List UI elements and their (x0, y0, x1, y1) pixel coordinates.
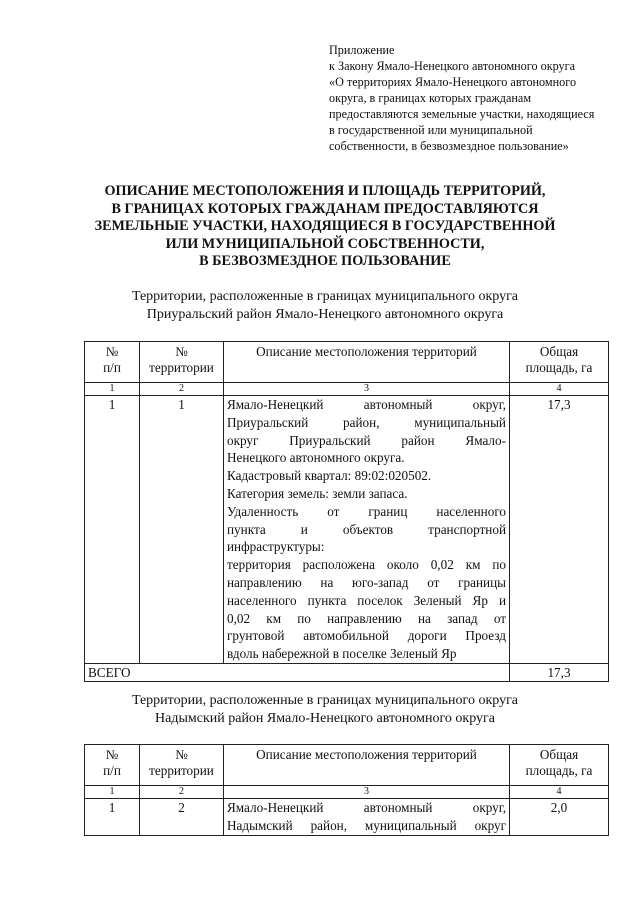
header-text: № (105, 747, 119, 762)
section-heading-line: Приуральский район Ямало-Ненецкого автономного округа (146, 307, 504, 322)
header-cell-description (224, 342, 510, 383)
header-text: Общая (539, 747, 579, 762)
column-number: 2 (140, 786, 224, 799)
title-line: ЗЕМЕЛЬНЫЕ УЧАСТКИ, НАХОДЯЩИЕСЯ В ГОСУДАРСТВЕННОЙ (94, 218, 556, 234)
total-area: 17,3 (510, 663, 609, 681)
column-number-row (85, 383, 609, 396)
column-number: 4 (510, 786, 609, 799)
header-text: № (105, 344, 119, 359)
header-cell-num (85, 745, 140, 786)
appendix-line: округа, в границах которых гражданам (329, 91, 532, 105)
territory-table-priuralsky (84, 341, 609, 682)
description-line: Категория земель: земли запаса. (227, 485, 408, 501)
description-line: Надымский район, муниципальный округ (227, 817, 506, 833)
title-line: В ГРАНИЦАХ КОТОРЫХ ГРАЖДАНАМ ПРЕДОСТАВЛЯЮТСЯ (111, 200, 539, 217)
header-cell-area (510, 745, 609, 786)
header-text: территории (149, 763, 214, 778)
title-line: В БЕЗВОЗМЕЗДНОЕ ПОЛЬЗОВАНИЕ (199, 253, 451, 269)
description-line: Ямало-Ненецкий автономный округ, (227, 397, 506, 412)
table-header-row (85, 745, 609, 786)
header-text: № (175, 344, 188, 359)
appendix-line: Приложение (329, 43, 395, 57)
header-text: п/п (103, 360, 121, 375)
row-area: 17,3 (510, 396, 609, 664)
header-cell-territory (140, 745, 224, 786)
row-description (224, 396, 510, 664)
appendix-line: в государственной или муниципальной (329, 123, 533, 137)
header-text: площадь, га (525, 763, 593, 778)
description-line: Ямало-Ненецкий автономный округ, (227, 800, 506, 815)
header-cell-description (224, 745, 510, 786)
header-text: Общая (539, 344, 579, 359)
description-line: направлению на юго-запад от границы (227, 574, 506, 590)
row-territory: 2 (140, 799, 224, 836)
column-number-row (85, 786, 609, 799)
column-number: 4 (510, 383, 609, 396)
description-line: грунтовой автомобильной дороги Проезд (227, 628, 506, 644)
total-row (85, 663, 609, 681)
appendix-line: предоставляются земельные участки, находящиеся (329, 107, 595, 121)
appendix-line: собственности, в безвозмездное пользование» (329, 139, 569, 153)
column-number: 1 (85, 383, 140, 396)
row-area: 2,0 (510, 799, 609, 836)
row-territory: 1 (140, 396, 224, 664)
description-line: Ненецкого автономного округа. (227, 450, 405, 466)
section-heading-line: Территории, расположенные в границах муниципального округа (131, 289, 519, 304)
appendix-line: «О территориях Ямало-Ненецкого автономного (329, 75, 577, 89)
appendix-note (329, 42, 629, 154)
header-cell-territory (140, 342, 224, 383)
description-line: населенного пункта поселок Зеленый Яр и (227, 592, 506, 608)
header-cell-num (85, 342, 140, 383)
table-row (85, 799, 609, 836)
appendix-line: к Закону Ямало-Ненецкого автономного округа (329, 59, 576, 73)
header-text: территории (149, 360, 214, 375)
description-line: территория расположена около 0,02 км по (227, 557, 506, 573)
description-line: вдоль набережной в поселке Зеленый Яр (227, 646, 457, 662)
row-num: 1 (85, 799, 140, 836)
section-heading-priuralsky (60, 288, 590, 324)
table-header-row (85, 342, 609, 383)
row-num: 1 (85, 396, 140, 664)
header-text: № (175, 747, 188, 762)
row-description (224, 799, 510, 836)
header-cell-area (510, 342, 609, 383)
section-heading-nadymsky (60, 692, 590, 728)
description-line: 0,02 км по направлению на запад от (227, 610, 506, 626)
description-line: Приуральский район, муниципальный (227, 414, 506, 430)
header-text: площадь, га (525, 360, 593, 375)
header-text: Описание местоположения территорий (256, 747, 477, 762)
description-line: пункта и объектов транспортной (227, 521, 506, 537)
description-line: инфраструктуры: (227, 539, 325, 555)
title-line: ОПИСАНИЕ МЕСТОПОЛОЖЕНИЯ И ПЛОЩАДЬ ТЕРРИТОРИЙ, (104, 183, 546, 199)
total-label: ВСЕГО (85, 663, 510, 681)
document-title (60, 183, 590, 271)
column-number: 2 (140, 383, 224, 396)
header-text: п/п (103, 763, 121, 778)
description-line: округ Приуральский район Ямало- (227, 432, 506, 448)
description-line: Удаленность от границ населенного (227, 503, 506, 519)
column-number: 3 (224, 383, 510, 396)
section-heading-line: Надымский район Ямало-Ненецкого автономного округа (155, 711, 495, 726)
column-number: 1 (85, 786, 140, 799)
header-text: Описание местоположения территорий (256, 344, 477, 359)
territory-table-nadymsky (84, 744, 609, 836)
column-number: 3 (224, 786, 510, 799)
section-heading-line: Территории, расположенные в границах муниципального округа (131, 693, 519, 708)
title-line: ИЛИ МУНИЦИПАЛЬНОЙ СОБСТВЕННОСТИ, (165, 235, 485, 252)
description-line: Кадастровый квартал: 89:02:020502. (227, 468, 432, 484)
table-row (85, 396, 609, 664)
